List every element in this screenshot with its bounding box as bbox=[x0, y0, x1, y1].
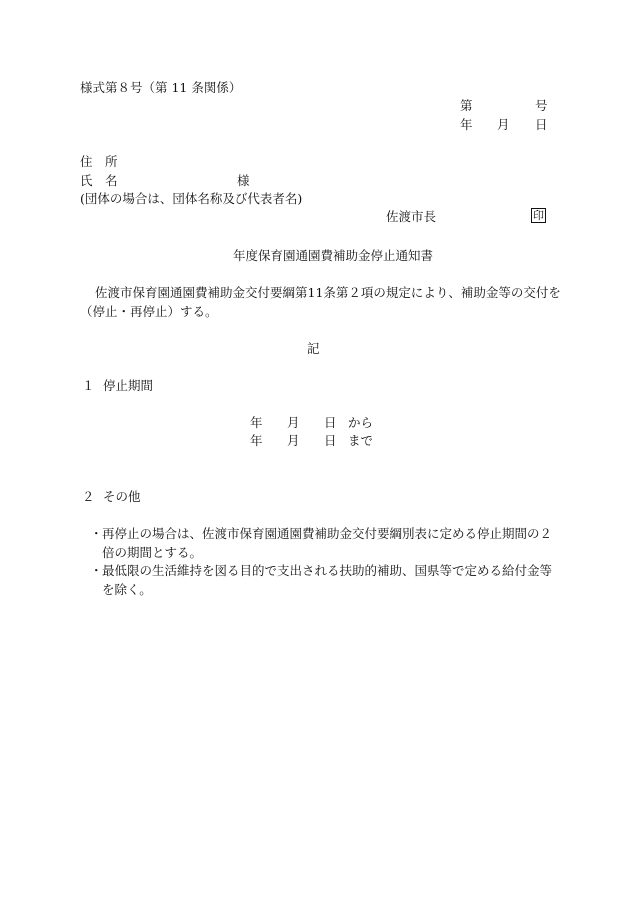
issuer-title: 佐渡市長 bbox=[386, 209, 437, 224]
period-to-month: 月 bbox=[287, 433, 300, 448]
body-text-line-2: （停止・再停止）する。 bbox=[80, 304, 218, 319]
period-to-suffix: まで bbox=[348, 433, 374, 448]
issue-date-month: 月 bbox=[497, 117, 510, 132]
issue-date-day: 日 bbox=[535, 117, 548, 132]
document-number-prefix: 第 bbox=[460, 98, 473, 113]
body-text-line-1: 佐渡市保育園通園費補助金交付要綱第11条第２項の規定により、補助金等の交付を bbox=[95, 285, 561, 300]
note-1-bullet: ・ bbox=[90, 526, 103, 541]
period-from-day: 日 bbox=[324, 415, 337, 430]
address-label: 住 所 bbox=[80, 154, 118, 169]
period-from-suffix: から bbox=[348, 415, 374, 430]
note-2-bullet: ・ bbox=[90, 563, 103, 578]
seal-mark: 印 bbox=[533, 209, 544, 222]
note-1-line-1: 再停止の場合は、佐渡市保育園通園費補助金交付要綱別表に定める停止期間の２ bbox=[102, 526, 553, 541]
issue-date-year: 年 bbox=[460, 117, 473, 132]
period-to-year: 年 bbox=[250, 433, 263, 448]
section-1-heading: 停止期間 bbox=[103, 378, 154, 393]
note-1-line-2: 倍の期間とする。 bbox=[102, 545, 203, 560]
form-number-label: 様式第８号（第 11 条関係） bbox=[80, 80, 242, 95]
document-number-suffix: 号 bbox=[535, 98, 548, 113]
document-title: 年度保育園通園費補助金停止通知書 bbox=[233, 248, 434, 263]
note-2-line-1: 最低限の生活維持を図る目的で支出される扶助的補助、国県等で定める給付金等 bbox=[102, 563, 553, 578]
period-from-month: 月 bbox=[287, 415, 300, 430]
section-2-heading: その他 bbox=[103, 489, 141, 504]
section-2-number: ２ bbox=[82, 489, 95, 504]
ki-marker: 記 bbox=[307, 341, 320, 356]
honorific-sama: 様 bbox=[237, 173, 250, 188]
name-label: 氏 名 bbox=[80, 173, 118, 188]
section-1-number: １ bbox=[82, 378, 95, 393]
period-from-year: 年 bbox=[250, 415, 263, 430]
period-to-day: 日 bbox=[324, 433, 337, 448]
group-note: (団体の場合は、団体名称及び代表者名) bbox=[80, 191, 303, 206]
note-2-line-2: を除く。 bbox=[102, 582, 152, 597]
